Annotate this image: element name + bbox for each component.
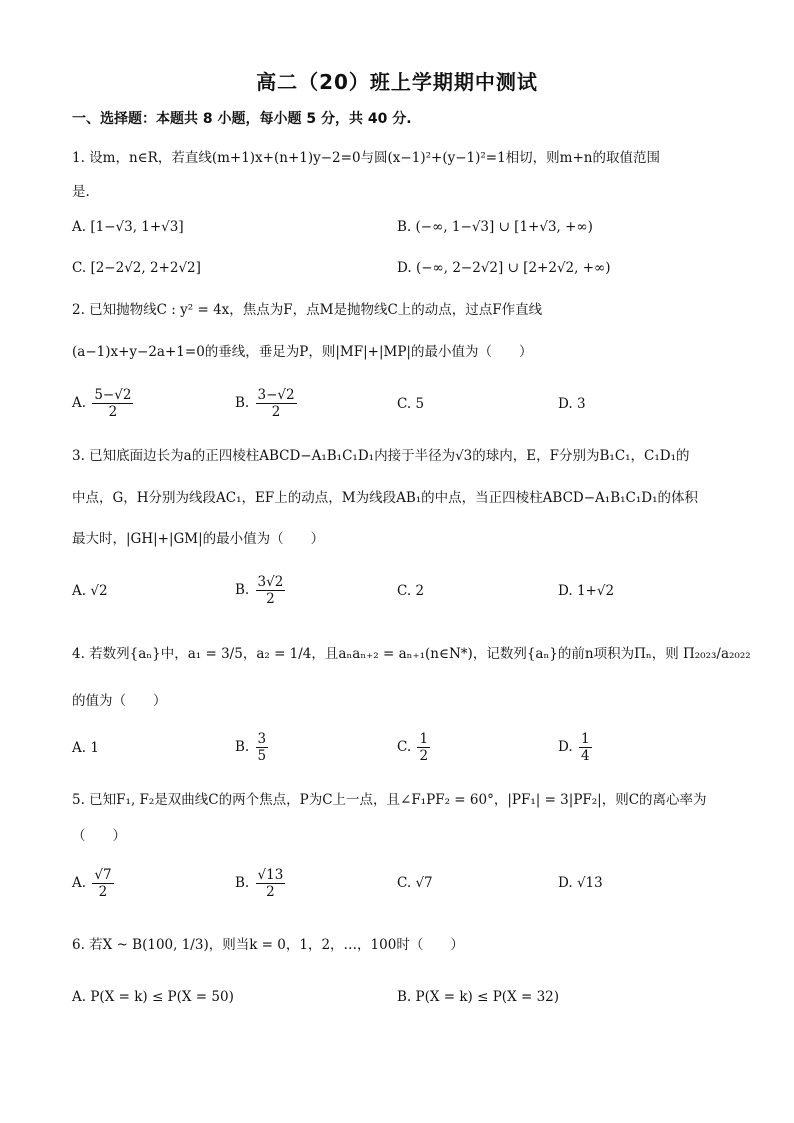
question-1-line-2: 是.: [72, 184, 90, 200]
question-2-option-d: D. 3: [558, 396, 586, 412]
question-4-line-1: 4. 若数列{aₙ}中，a₁ = 3/5，a₂ = 1/4，且aₙaₙ₊₂ = aₙ₊₁(n∈N*)，记数列{aₙ}的前n项积为Πₙ，则 Π₂₀₂₃/a₂₀₂₂: [72, 646, 751, 662]
question-2-option-b: B. $\frac{3-√2}{2}$: [235, 387, 295, 420]
question-1-option-d: D. (−∞, 2−2√2] ∪ [2+2√2, +∞): [397, 260, 611, 276]
question-4-line-2: 的值为（ ）: [72, 693, 167, 709]
exam-title: 高二（20）班上学期期中测试: [256, 70, 538, 94]
question-5-option-b: B. $\frac{√13}{2}$: [235, 867, 284, 900]
question-2-line-1: 2. 已知抛物线C : y² = 4x，焦点为F，点M是抛物线C上的动点，过点F作直线: [72, 302, 543, 318]
fraction: $\frac{√13}{2}$: [257, 867, 284, 900]
question-4-option-c: C. $\frac{1}{2}$: [397, 731, 429, 764]
question-2-option-a: A. $\frac{5-√2}{2}$: [72, 387, 132, 420]
question-1-line-1: 1. 设m，n∈R，若直线(m+1)x+(n+1)y−2=0与圆(x−1)²+(y−1)²=1相切，则m+n的取值范围: [72, 150, 660, 166]
question-6-option-a: A. P(X = k) ≤ P(X = 50): [72, 989, 234, 1005]
question-1-option-a: A. [1−√3, 1+√3]: [72, 219, 184, 235]
question-6-line-1: 6. 若X ~ B(100, 1/3)，则当k = 0，1，2，…，100时（ ）: [72, 937, 464, 953]
question-4-option-a: A. 1: [72, 740, 99, 756]
question-3-option-d: D. 1+√2: [558, 583, 615, 599]
question-4-option-d: D. $\frac{1}{4}$: [558, 731, 590, 764]
question-3-option-a: A. √2: [72, 583, 108, 599]
question-2-option-c: C. 5: [397, 396, 425, 412]
question-3-option-b: B. $\frac{3√2}{2}$: [235, 574, 284, 607]
fraction: $\frac{1}{2}$: [419, 731, 429, 764]
fraction: $\frac{3√2}{2}$: [257, 574, 284, 607]
fraction: $\frac{3}{5}$: [257, 731, 267, 764]
question-3-option-c: C. 2: [397, 583, 425, 599]
question-1-option-b: B. (−∞, 1−√3] ∪ [1+√3, +∞): [397, 219, 593, 235]
fraction: $\frac{3-√2}{2}$: [257, 387, 295, 420]
question-3-line-2: 中点，G，H分别为线段AC₁，EF上的动点，M为线段AB₁的中点，当正四棱柱ABCD−A₁B₁C₁D₁的体积: [72, 490, 699, 506]
question-4-option-b: B. $\frac{3}{5}$: [235, 731, 267, 764]
question-3-line-1: 3. 已知底面边长为a的正四棱柱ABCD−A₁B₁C₁D₁内接于半径为√3的球内，E，F分别为B₁C₁，C₁D₁的: [72, 448, 690, 464]
fraction: $\frac{1}{4}$: [580, 731, 590, 764]
question-3-line-3: 最大时，|GH|+|GM|的最小值为（ ）: [72, 531, 325, 547]
question-6-option-b: B. P(X = k) ≤ P(X = 32): [397, 989, 560, 1005]
question-5-option-d: D. √13: [558, 875, 603, 891]
question-5-line-1: 5. 已知F₁, F₂是双曲线C的两个焦点，P为C上一点，且∠F₁PF₂ = 60°，|PF₁| = 3|PF₂|，则C的离心率为: [72, 792, 707, 808]
question-5-line-2: （ ）: [72, 828, 126, 844]
fraction: $\frac{√7}{2}$: [94, 867, 112, 900]
question-5-option-c: C. √7: [397, 875, 433, 891]
question-1-option-c: C. [2−2√2, 2+2√2]: [72, 260, 201, 276]
section-heading: 一、选择题：本题共 8 小题，每小题 5 分，共 40 分.: [72, 111, 412, 127]
fraction: $\frac{5-√2}{2}$: [94, 387, 132, 420]
question-2-line-2: (a−1)x+y−2a+1=0的垂线，垂足为P，则|MF|+|MP|的最小值为（ ）: [72, 344, 533, 360]
question-5-option-a: A. $\frac{√7}{2}$: [72, 867, 112, 900]
